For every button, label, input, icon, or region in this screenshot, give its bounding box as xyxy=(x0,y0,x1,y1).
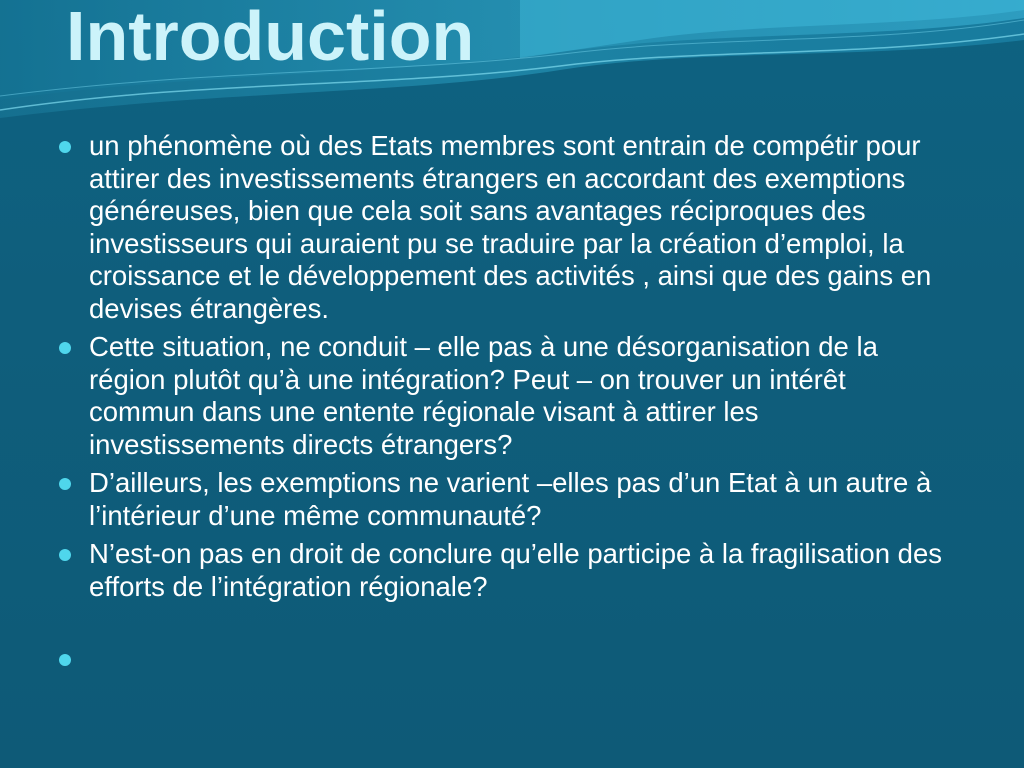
bullet-text: un phénomène où des Etats membres sont entrain de compétir pour attirer des investissements étrangers en accordant des exemptions généreuses, bien que cela soit sans avantages réciproques des investisseurs qui auraient pu se traduire par la création d’emploi, la croissance et le développement des activités , ainsi que des gains en devises étrangères. xyxy=(89,130,932,324)
bullet-item-empty xyxy=(57,643,957,675)
bullet-item xyxy=(57,130,957,325)
bullet-item xyxy=(57,538,957,603)
round-bullet-icon xyxy=(59,654,71,666)
round-bullet-icon xyxy=(59,141,71,153)
bullet-text: Cette situation, ne conduit – elle pas à une désorganisation de la région plutôt qu’à une intégration? Peut – on trouver un intérêt commun dans une entente régionale visant à attirer les investissements directs étrangers? xyxy=(89,331,878,460)
round-bullet-icon xyxy=(59,478,71,490)
round-bullet-icon xyxy=(59,342,71,354)
bullet-text: N’est-on pas en droit de conclure qu’elle participe à la fragilisation des efforts de l’intégration régionale? xyxy=(89,538,942,602)
bullet-item xyxy=(57,331,957,461)
slide-title: Introduction xyxy=(66,0,475,75)
bullet-list xyxy=(57,130,957,681)
bullet-text: D’ailleurs, les exemptions ne varient –elles pas d’un Etat à un autre à l’intérieur d’une même communauté? xyxy=(89,467,932,531)
round-bullet-icon xyxy=(59,549,71,561)
bullet-item xyxy=(57,467,957,532)
